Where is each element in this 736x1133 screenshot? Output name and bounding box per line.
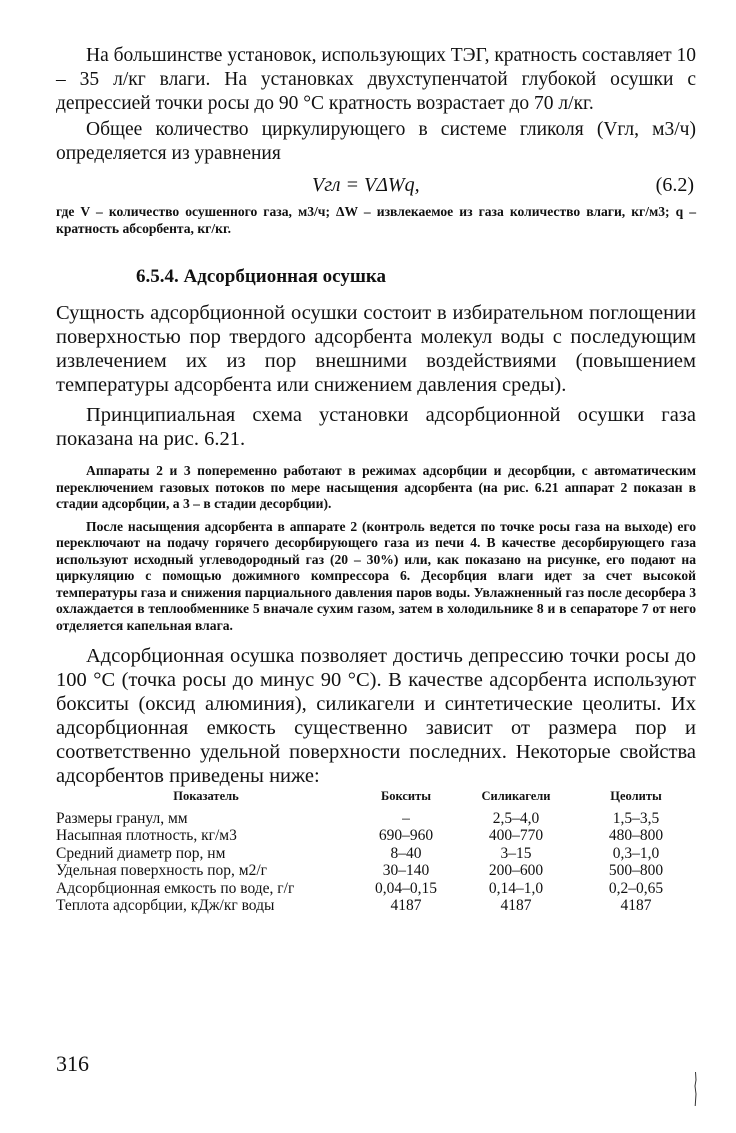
- paragraph-apparatus-modes: Аппараты 2 и 3 попеременно работают в режимах адсорбции и десорбции, с автоматическим переключением газовых потоков по мере насыщения адсорбента (на рис. 6.21 аппарат 2 показан в стадии адсорбции, а 3 – в стадии десорбции).: [56, 463, 696, 511]
- paragraph-adsorption-depression: Адсорбционная осушка позволяет достичь депрессию точки росы до 100 °С (точка росы до минус 90 °С). В качестве адсорбента используют бокситы (оксид алюминия), силикагели и синтетические цеолиты. Их адсорбционная емкость существенно зависит от размера пор и соответственно удельной поверхности последних. Некоторые свойства адсорбентов приведены ниже:: [56, 645, 696, 787]
- table-cell: –: [402, 809, 410, 827]
- table-cell: Размеры гранул, мм: [56, 809, 188, 827]
- table-cell: 200–600: [488, 862, 544, 879]
- table-header-cell: Силикагели: [481, 789, 551, 803]
- table-cell: 2,5–4,0: [492, 809, 540, 827]
- table-row: [56, 880, 696, 898]
- table-cell: 690–960: [378, 827, 434, 844]
- table-cell: Насыпная плотность, кг/м3: [56, 827, 237, 844]
- table-header-cell: Показатель: [173, 789, 239, 803]
- section-heading: 6.5.4. Адсорбционная осушка: [136, 266, 387, 287]
- table-row: [56, 827, 696, 845]
- formula-6-2: [56, 170, 696, 200]
- formula-legend: где V – количество осушенного газа, м3/ч; ΔW – извлекаемое из газа количество влаги, кг/м3; q – кратность абсорбента, кг/кг.: [56, 204, 696, 236]
- table-cell: Средний диаметр пор, нм: [56, 844, 226, 862]
- table-cell: 8–40: [390, 844, 422, 862]
- adsorbent-properties-table: [56, 788, 696, 915]
- table-cell: 30–140: [382, 862, 430, 879]
- table-cell: 0,14–1,0: [488, 879, 544, 897]
- table-cell: 4187: [500, 897, 532, 914]
- table-cell: 3–15: [500, 844, 532, 862]
- table-header-cell: Бокситы: [380, 789, 432, 803]
- table-cell: 4187: [390, 897, 422, 914]
- margin-scratch-mark: [694, 1072, 697, 1106]
- formula-number: (6.2): [655, 174, 694, 196]
- table-cell: 0,04–0,15: [375, 879, 437, 897]
- page-number: 316: [56, 1051, 89, 1076]
- paragraph-glycol-amount: Общее количество циркулирующего в системе гликоля (Vгл, м3/ч) определяется из уравнения: [56, 119, 696, 164]
- paragraph-scheme-reference: Принципиальная схема установки адсорбционной осушки газа показана на рис. 6.21.: [56, 404, 696, 450]
- table-cell: 400–770: [488, 827, 544, 844]
- paragraph-adsorption-essence: Сущность адсорбционной осушки состоит в избирательном поглощении поверхностью пор твердого адсорбента молекул воды с последующим извлечением их из пор внешними воздействиями (повышением температуры адсорбента или снижением давления среды).: [56, 302, 696, 396]
- formula-expression: Vгл = VΔWq,: [312, 174, 420, 196]
- table-row: [56, 897, 696, 915]
- table-cell: 0,3–1,0: [612, 844, 660, 862]
- table-row: [56, 810, 696, 828]
- table-cell: 1,5–3,5: [612, 809, 660, 827]
- table-cell: 480–800: [608, 827, 664, 844]
- table-cell: Теплота адсорбции, кДж/кг воды: [56, 897, 275, 914]
- page-content: [56, 44, 696, 915]
- table-cell: 0,2–0,65: [608, 879, 664, 897]
- paragraph-teg-ratio: На большинстве установок, использующих ТЭГ, кратность составляет 10 – 35 л/кг влаги. На установках двухступенчатой глубокой осушки с депрессией точки росы до 90 °С кратность возрастает до 70 л/кг.: [56, 45, 697, 114]
- table-header-cell: Цеолиты: [610, 789, 662, 803]
- table-cell: Удельная поверхность пор, м2/г: [56, 862, 267, 879]
- table-row: [56, 845, 696, 863]
- table-header-row: [56, 788, 696, 810]
- table-cell: 500–800: [608, 862, 664, 879]
- paragraph-desorption-process: После насыщения адсорбента в аппарате 2 (контроль ведется по точке росы газа на выходе) его переключают на подачу горячего десорбирующего газа из печи 4. В качестве десорбирующего газа используют исходный углеводородный газ (20 – 30%) или, как показано на рисунке, его подают на циркуляцию с помощью дожимного компрессора 6. Десорбция влаги идет за счет высокой температуры газа и снижения парциального давления паров воды. Увлажненный газ после десорбера 3 охлаждается в теплообменнике 5 вначале сухим газом, затем в холодильнике 8 и в сепараторе 7 от него отделяется капельная влага.: [56, 518, 696, 633]
- table-cell: 4187: [620, 897, 652, 914]
- table-cell: Адсорбционная емкость по воде, г/г: [56, 879, 295, 897]
- table-row: [56, 862, 696, 880]
